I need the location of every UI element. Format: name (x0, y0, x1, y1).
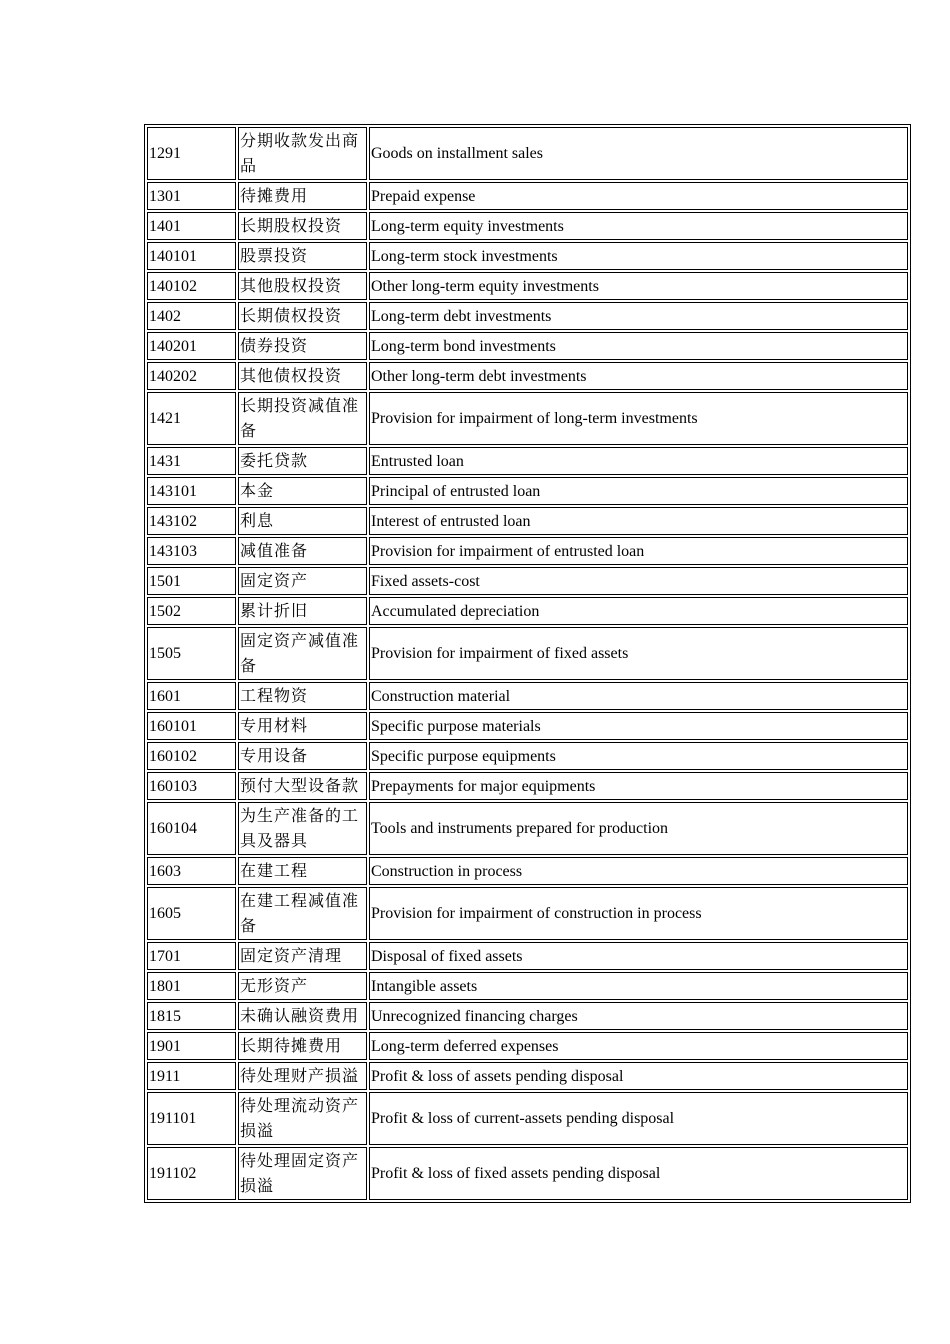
account-name-en-cell: Provision for impairment of entrusted loan (369, 537, 908, 565)
account-name-cn-cell: 债券投资 (238, 332, 367, 360)
table-row (147, 1092, 908, 1145)
table-row (147, 212, 908, 240)
account-code-cell: 143103 (147, 537, 236, 565)
account-name-en-cell: Construction in process (369, 857, 908, 885)
table-row (147, 567, 908, 595)
account-name-cn-cell: 减值准备 (238, 537, 367, 565)
account-name-cn-cell: 利息 (238, 507, 367, 535)
table-row (147, 682, 908, 710)
account-code-cell: 140101 (147, 242, 236, 270)
account-name-en-cell: Other long-term equity investments (369, 272, 908, 300)
account-name-en-cell: Prepayments for major equipments (369, 772, 908, 800)
table-row (147, 302, 908, 330)
account-name-en-cell: Long-term equity investments (369, 212, 908, 240)
table-row (147, 447, 908, 475)
account-name-en-cell: Long-term debt investments (369, 302, 908, 330)
account-name-cn-cell: 待处理流动资产损溢 (238, 1092, 367, 1145)
account-name-en-cell: Interest of entrusted loan (369, 507, 908, 535)
table-row (147, 802, 908, 855)
account-name-en-cell: Prepaid expense (369, 182, 908, 210)
account-name-en-cell: Profit & loss of current-assets pending disposal (369, 1092, 908, 1145)
account-code-cell: 1501 (147, 567, 236, 595)
account-code-cell: 191102 (147, 1147, 236, 1200)
account-code-cell: 1911 (147, 1062, 236, 1090)
account-name-cn-cell: 长期投资减值准备 (238, 392, 367, 445)
account-name-cn-cell: 本金 (238, 477, 367, 505)
account-name-en-cell: Long-term bond investments (369, 332, 908, 360)
account-name-cn-cell: 无形资产 (238, 972, 367, 1000)
table-row (147, 887, 908, 940)
table-row (147, 1032, 908, 1060)
account-name-cn-cell: 其他债权投资 (238, 362, 367, 390)
account-code-cell: 140201 (147, 332, 236, 360)
account-code-cell: 1601 (147, 682, 236, 710)
account-name-cn-cell: 长期待摊费用 (238, 1032, 367, 1060)
table-row (147, 1002, 908, 1030)
account-name-en-cell: Provision for impairment of long-term investments (369, 392, 908, 445)
account-code-cell: 1402 (147, 302, 236, 330)
account-code-cell: 1502 (147, 597, 236, 625)
table-row (147, 362, 908, 390)
table-row (147, 272, 908, 300)
account-name-cn-cell: 其他股权投资 (238, 272, 367, 300)
table-row (147, 972, 908, 1000)
table-row (147, 1062, 908, 1090)
table-row (147, 712, 908, 740)
account-name-en-cell: Principal of entrusted loan (369, 477, 908, 505)
account-name-cn-cell: 固定资产减值准备 (238, 627, 367, 680)
account-code-cell: 160103 (147, 772, 236, 800)
account-name-cn-cell: 待处理财产损溢 (238, 1062, 367, 1090)
account-code-cell: 160104 (147, 802, 236, 855)
table-row (147, 127, 908, 180)
table-row (147, 597, 908, 625)
account-name-cn-cell: 长期债权投资 (238, 302, 367, 330)
account-name-en-cell: Provision for impairment of construction in process (369, 887, 908, 940)
account-name-en-cell: Specific purpose materials (369, 712, 908, 740)
account-name-cn-cell: 未确认融资费用 (238, 1002, 367, 1030)
account-name-cn-cell: 固定资产 (238, 567, 367, 595)
table-row (147, 332, 908, 360)
account-code-cell: 160101 (147, 712, 236, 740)
account-name-en-cell: Profit & loss of assets pending disposal (369, 1062, 908, 1090)
account-code-cell: 1801 (147, 972, 236, 1000)
account-name-en-cell: Accumulated depreciation (369, 597, 908, 625)
account-code-cell: 1701 (147, 942, 236, 970)
account-name-en-cell: Goods on installment sales (369, 127, 908, 180)
table-row (147, 857, 908, 885)
account-name-cn-cell: 待处理固定资产损溢 (238, 1147, 367, 1200)
account-code-cell: 1431 (147, 447, 236, 475)
account-name-en-cell: Disposal of fixed assets (369, 942, 908, 970)
account-name-en-cell: Construction material (369, 682, 908, 710)
account-code-cell: 140102 (147, 272, 236, 300)
account-name-cn-cell: 专用材料 (238, 712, 367, 740)
account-name-cn-cell: 长期股权投资 (238, 212, 367, 240)
account-name-cn-cell: 在建工程减值准备 (238, 887, 367, 940)
table-row (147, 537, 908, 565)
account-name-en-cell: Entrusted loan (369, 447, 908, 475)
account-name-en-cell: Profit & loss of fixed assets pending disposal (369, 1147, 908, 1200)
account-name-cn-cell: 在建工程 (238, 857, 367, 885)
table-row (147, 182, 908, 210)
table-row (147, 392, 908, 445)
table-row (147, 477, 908, 505)
account-name-en-cell: Specific purpose equipments (369, 742, 908, 770)
table-row (147, 1147, 908, 1200)
account-name-en-cell: Tools and instruments prepared for production (369, 802, 908, 855)
account-code-cell: 1401 (147, 212, 236, 240)
account-code-cell: 1301 (147, 182, 236, 210)
account-name-cn-cell: 股票投资 (238, 242, 367, 270)
account-name-en-cell: Fixed assets-cost (369, 567, 908, 595)
account-name-en-cell: Intangible assets (369, 972, 908, 1000)
account-code-cell: 191101 (147, 1092, 236, 1145)
account-name-cn-cell: 专用设备 (238, 742, 367, 770)
account-name-cn-cell: 待摊费用 (238, 182, 367, 210)
table-row (147, 942, 908, 970)
account-code-cell: 140202 (147, 362, 236, 390)
account-code-cell: 1505 (147, 627, 236, 680)
account-name-cn-cell: 预付大型设备款 (238, 772, 367, 800)
account-code-cell: 143102 (147, 507, 236, 535)
account-code-cell: 1815 (147, 1002, 236, 1030)
account-code-cell: 160102 (147, 742, 236, 770)
account-name-cn-cell: 委托贷款 (238, 447, 367, 475)
account-name-cn-cell: 累计折旧 (238, 597, 367, 625)
table-row (147, 242, 908, 270)
account-code-cell: 1605 (147, 887, 236, 940)
account-name-cn-cell: 固定资产清理 (238, 942, 367, 970)
table-row (147, 627, 908, 680)
account-code-cell: 1421 (147, 392, 236, 445)
account-name-en-cell: Other long-term debt investments (369, 362, 908, 390)
account-name-en-cell: Long-term stock investments (369, 242, 908, 270)
account-code-cell: 1901 (147, 1032, 236, 1060)
account-name-cn-cell: 为生产准备的工具及器具 (238, 802, 367, 855)
table-row (147, 742, 908, 770)
account-name-en-cell: Provision for impairment of fixed assets (369, 627, 908, 680)
account-name-en-cell: Unrecognized financing charges (369, 1002, 908, 1030)
account-code-cell: 1291 (147, 127, 236, 180)
account-name-cn-cell: 工程物资 (238, 682, 367, 710)
account-name-cn-cell: 分期收款发出商品 (238, 127, 367, 180)
table-row (147, 507, 908, 535)
account-name-en-cell: Long-term deferred expenses (369, 1032, 908, 1060)
account-code-cell: 1603 (147, 857, 236, 885)
account-code-table (144, 124, 911, 1203)
account-code-cell: 143101 (147, 477, 236, 505)
table-row (147, 772, 908, 800)
